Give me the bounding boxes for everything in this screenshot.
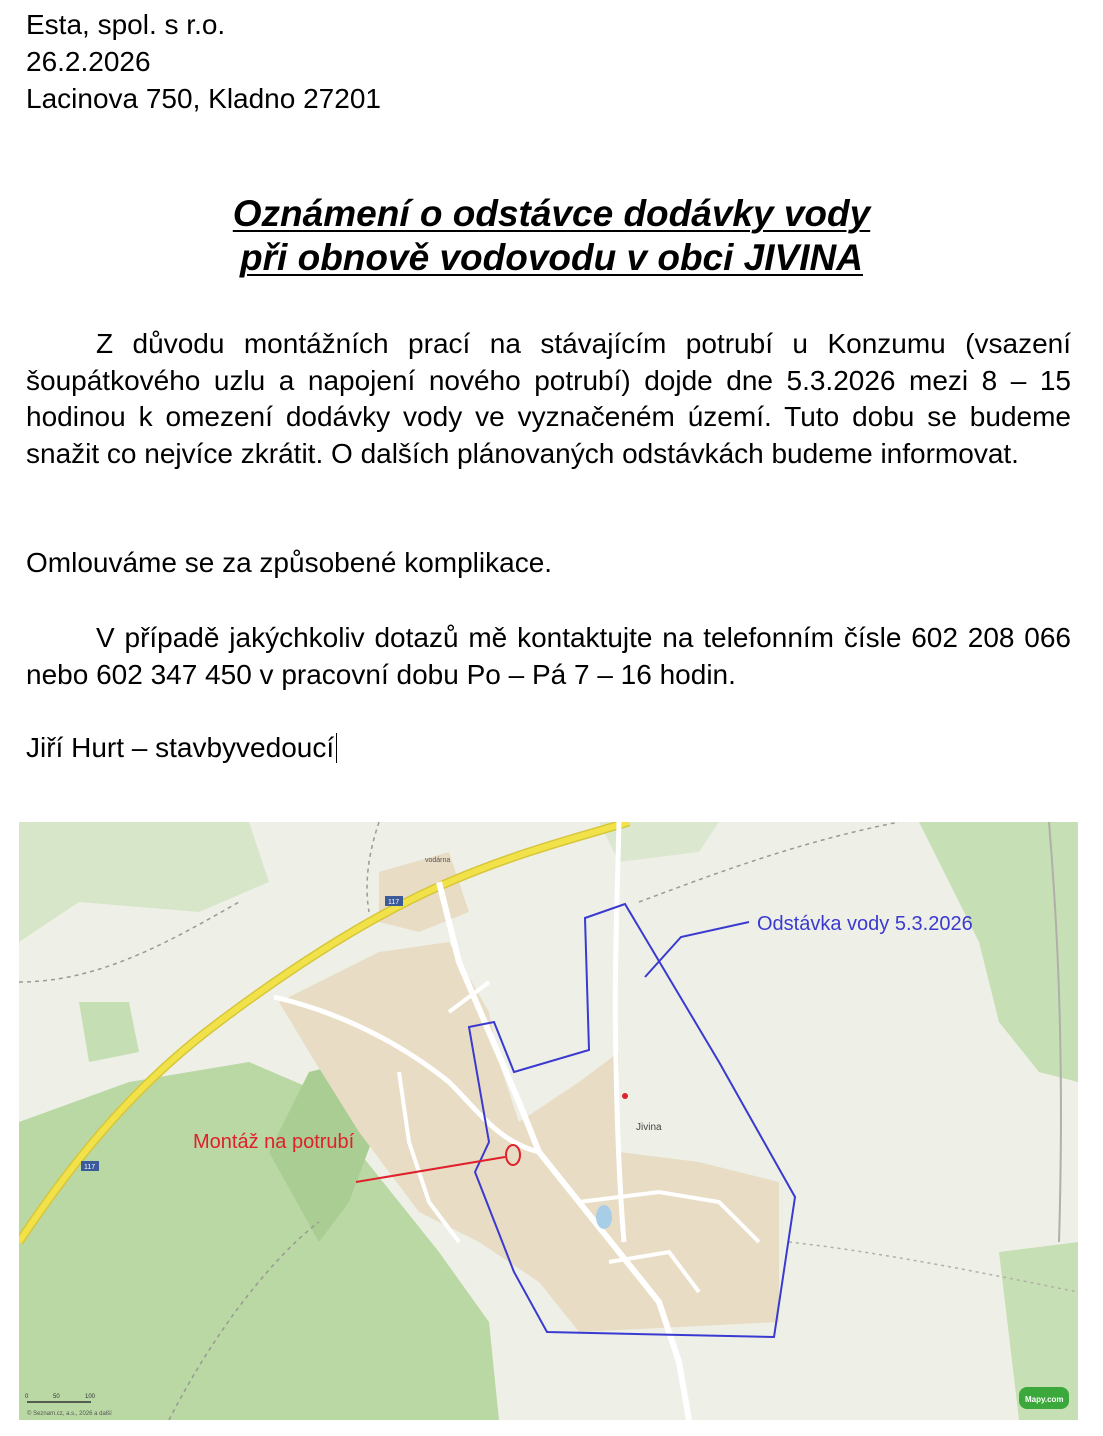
company-address: Lacinova 750, Kladno 27201 <box>26 83 381 114</box>
sender-block <box>26 6 381 117</box>
pond <box>596 1205 612 1229</box>
map-copyright: © Seznam.cz, a.s., 2026 a další <box>27 1411 112 1417</box>
signature <box>26 730 1071 767</box>
title-line-1: Oznámení o odstávce dodávky vody <box>232 193 871 234</box>
outage-map <box>19 822 1078 1420</box>
poi-marker <box>622 1093 628 1099</box>
outage-label: Odstávka vody 5.3.2026 <box>757 913 973 935</box>
road-number-north: 117 <box>388 899 400 906</box>
mapy-logo-text: Mapy.com <box>1025 1395 1064 1404</box>
map-svg <box>19 822 1078 1420</box>
work-label: Montáž na potrubí <box>193 1131 355 1153</box>
paragraph-1-text: Z důvodu montážních prací na stávajícím potrubí u Konzumu (vsazení šoupátkového uzlu a napojení nového potrubí) dojde dne 5.3.2026 mezi 8 – 15 hodinou k omezení dodávky vody ve vyznačeném území. Tuto dobu se budeme snažit co nejvíce zkrátit. O dalších plánovaných odstávkách budeme informovat. <box>26 328 1071 469</box>
waterworks-label: vodárna <box>425 857 451 864</box>
document-date: 26.2.2026 <box>26 46 151 77</box>
document-title <box>0 192 1103 280</box>
title-line-2: při obnově vodovodu v obci JIVINA <box>240 237 863 278</box>
paragraph-2-text: Omlouváme se za způsobené komplikace. <box>26 547 553 578</box>
company-name: Esta, spol. s r.o. <box>26 9 226 40</box>
paragraph-outage-info <box>26 326 1071 472</box>
signature-text: Jiří Hurt – stavbyvedoucí <box>26 732 335 763</box>
scale-label-0: 0 <box>25 1394 29 1400</box>
paragraph-contact <box>26 620 1071 693</box>
scale-label-100: 100 <box>85 1394 96 1400</box>
text-cursor <box>336 733 337 763</box>
paragraph-apology <box>26 545 1071 582</box>
road-number-west: 117 <box>84 1164 96 1171</box>
village-label: Jivina <box>636 1122 662 1133</box>
paragraph-3-text: V případě jakýchkoliv dotazů mě kontaktujte na telefonním čísle 602 208 066 nebo 602 347 450 v pracovní dobu Po – Pá 7 – 16 hodin. <box>26 622 1071 690</box>
scale-label-50: 50 <box>53 1394 60 1400</box>
forest-patch <box>79 1002 139 1062</box>
